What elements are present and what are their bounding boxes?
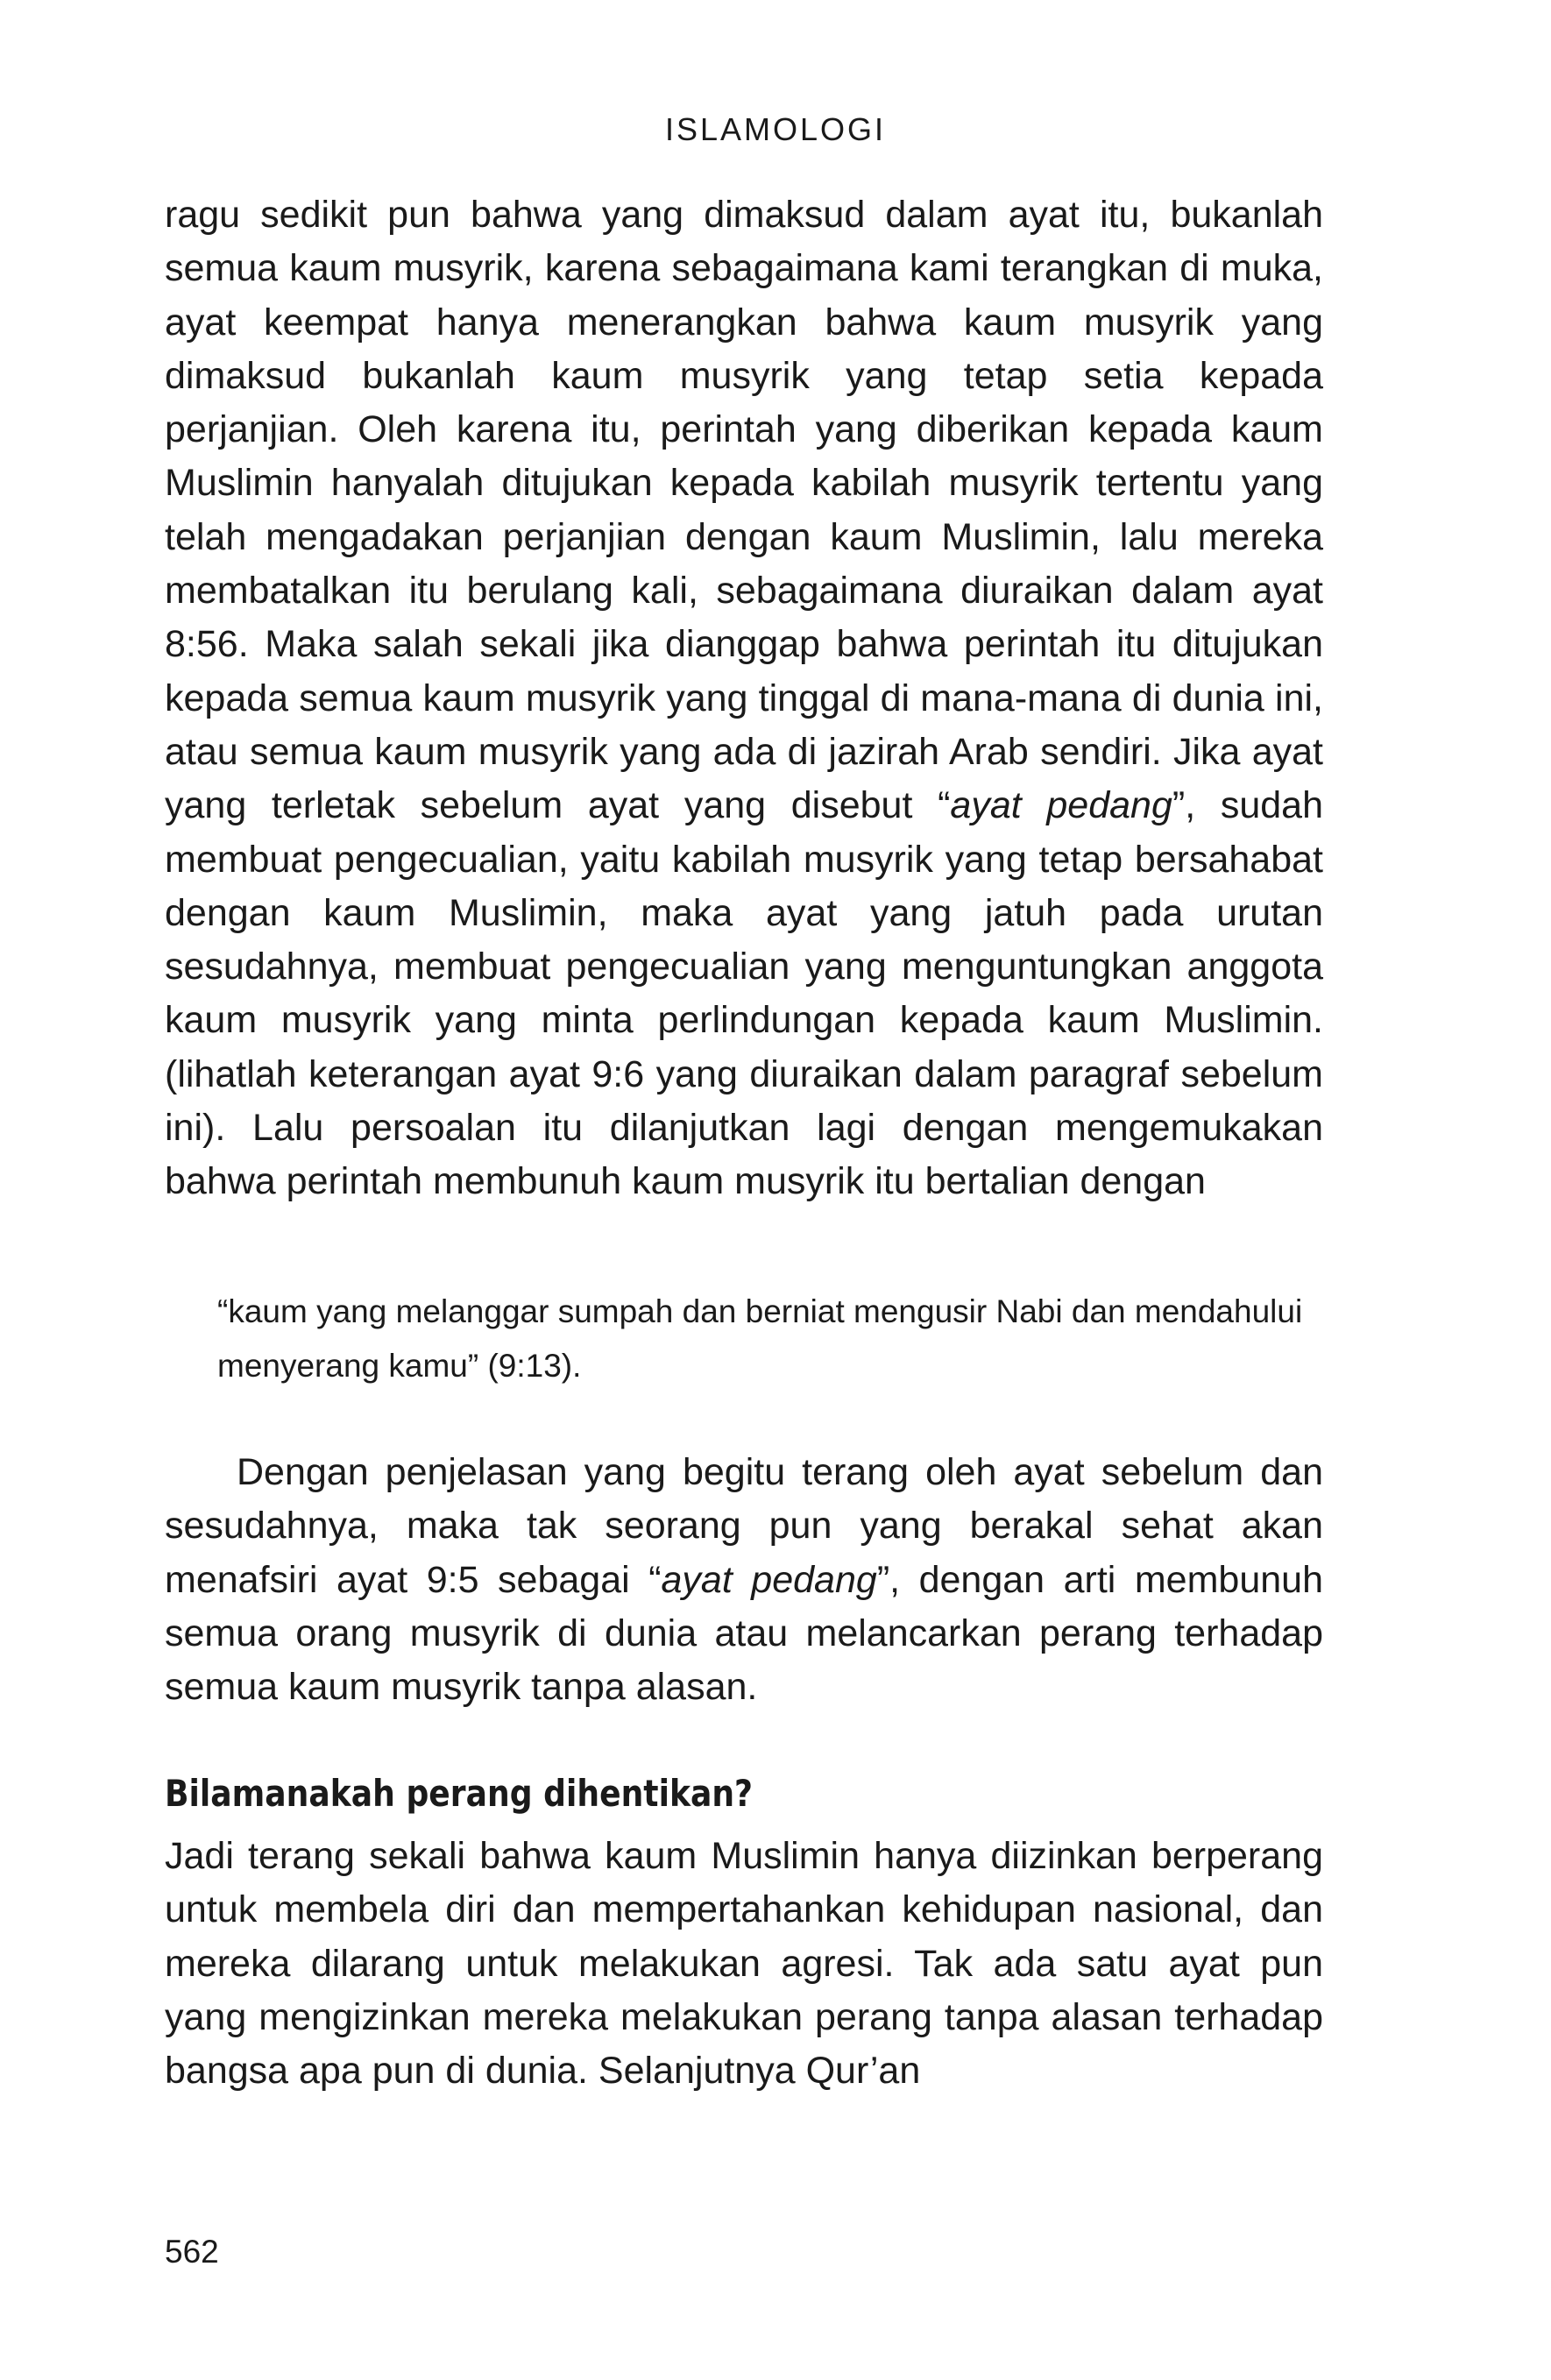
italic-term: ayat pedang [950,784,1172,827]
paragraph-text: Dengan penjelasan yang begitu terang oleh ayat sebelum dan sesudahnya, maka tak seorang pun yang berakal sehat akan menafsiri ayat 9:5 sebagai “ [165,1451,1323,1601]
paragraph-text: ragu sedikit pun bahwa yang dimaksud dalam ayat itu, bukanlah semua kaum musyrik, karena sebagaimana kami terangkan di muka, ayat keempat hanya menerangkan bahwa kaum musyrik yang dimaksud bukanlah kaum musyrik yang tetap setia kepada perjanjian. Oleh karena itu, perintah yang diberikan kepada kaum Muslimin hanyalah ditujukan kepada kabilah musyrik tertentu yang telah mengadakan perjanjian dengan kaum Muslimin, lalu mereka membatalkan itu berulang kali, sebagaimana diuraikan dalam ayat 8:56. Maka salah sekali jika dianggap bahwa perintah itu ditujukan kepada semua kaum musyrik yang tinggal di mana-mana di dunia ini, atau semua kaum musyrik yang ada di jazirah Arab sendiri. Jika ayat yang terletak sebelum ayat yang disebut “ [165,194,1323,827]
body-paragraph: Jadi terang sekali bahwa kaum Muslimin hanya diizinkan berperang untuk membela diri dan mempertahankan kehidupan nasional, dan mereka dilarang untuk melakukan agresi. Tak ada satu ayat pun yang mengizinkan mereka melakukan perang tanpa alasan terhadap bangsa apa pun di dunia. Selanjutnya Qur’an [165,1835,1323,2093]
page-number: 562 [165,2234,219,2270]
body-paragraph [165,1446,1323,1714]
paragraph-text: ”, sudah membuat pengecualian, yaitu kabilah musyrik yang tetap bersahabat dengan kaum Muslimin, maka ayat yang jatuh pada urutan sesudahnya, membuat pengecualian yang menguntungkan anggota kaum musyrik yang minta perlindungan kepada kaum Muslimin. (lihatlah keterangan ayat 9:6 yang diuraikan dalam paragraf sebelum ini). Lalu persoalan itu dilanjutkan lagi dengan mengemukakan bahwa perintah membunuh kaum musyrik itu bertalian dengan [165,784,1323,1203]
italic-term: ayat pedang [661,1558,877,1601]
body-paragraph [165,188,1323,1209]
paragraph-text: ”, dengan arti membunuh semua orang musyrik di dunia atau melancarkan perang terhadap semua kaum musyrik tanpa alasan. [165,1558,1323,1709]
running-header: ISLAMOLOGI [664,111,887,147]
section-heading: Bilamanakah perang dihentikan? [165,1772,754,1815]
block-quote: “kaum yang melanggar sumpah dan berniat mengusir Nabi dan mendahului menyerang kamu” (9:13). [217,1293,1303,1384]
